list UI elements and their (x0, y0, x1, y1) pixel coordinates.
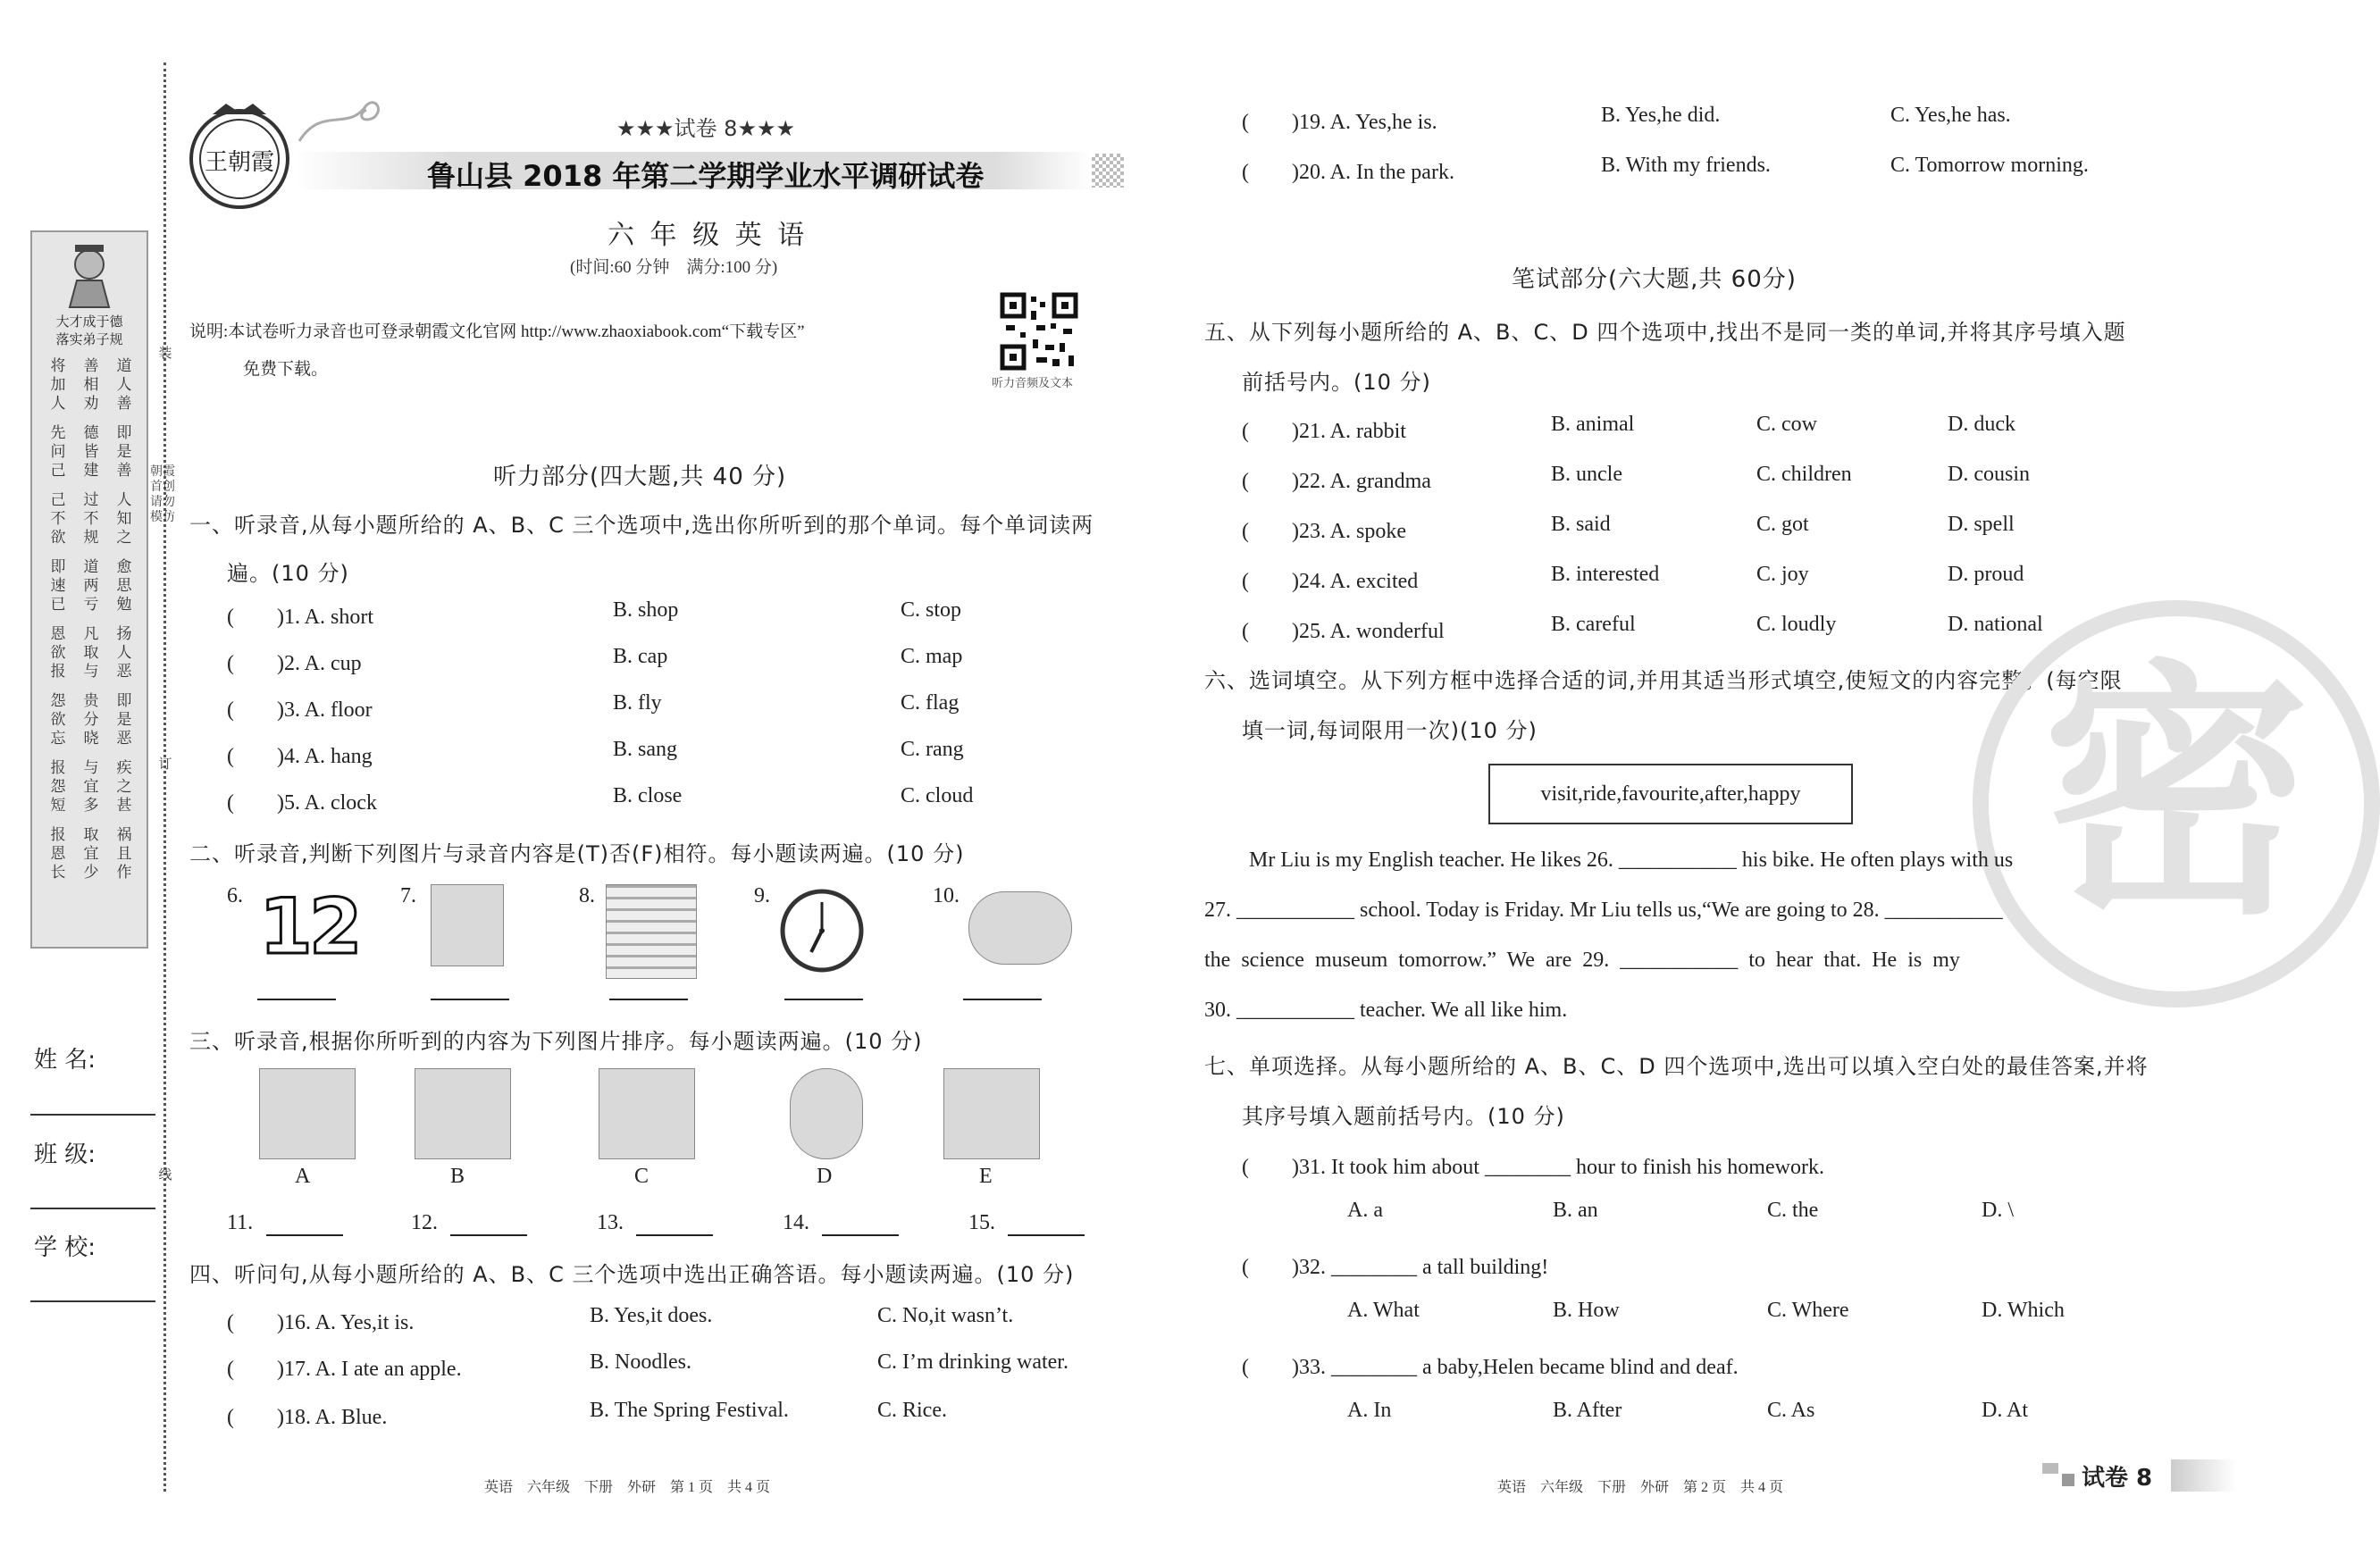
footer-deco-1 (2042, 1463, 2058, 1474)
verse-row (46, 625, 136, 644)
s5-item-22-c[interactable]: C. children (1756, 463, 1852, 486)
verse-char: 善 (116, 395, 132, 413)
s3-picture-reading-girl-icon (943, 1068, 1040, 1159)
s5-instruction-2: 前括号内。(10 分) (1242, 370, 1431, 395)
verse-row (46, 826, 136, 845)
verse-char: 与 (83, 759, 99, 777)
verse-char: 贵 (83, 692, 99, 710)
verse-char: 问 (50, 443, 66, 461)
s1-item-5-b[interactable]: B. close (613, 784, 683, 807)
checker-decoration (1092, 154, 1124, 188)
verse-row (46, 644, 136, 663)
s2-num-6: 6. (227, 884, 243, 907)
s5-item-24-c[interactable]: C. joy (1756, 563, 1809, 586)
s2-picture-clock-icon (779, 888, 865, 974)
verse-char: 勉 (116, 596, 132, 614)
s1-item-4-a[interactable]: ( )4. A. hang (227, 745, 373, 768)
verse-char: 两 (83, 577, 99, 595)
binding-dotted-line (163, 63, 166, 1492)
verse-char: 皆 (83, 443, 99, 461)
verse-char: 人 (116, 376, 132, 394)
s5-item-24-a[interactable]: ( )24. A. excited (1242, 570, 1419, 593)
verse-char: 且 (116, 845, 132, 863)
s2-num-8: 8. (579, 884, 595, 907)
verse-char: 与 (83, 663, 99, 681)
footer-right: 英语 六年级 下册 外研 第 2 页 共 4 页 (1497, 1480, 1784, 1495)
s3-instruction: 三、听录音,根据你所听到的内容为下列图片排序。每小题读两遍。(10 分) (189, 1029, 923, 1054)
svg-text:王朝霞: 王朝霞 (204, 149, 275, 176)
verse-char: 善 (83, 357, 99, 375)
s4-instruction: 四、听问句,从每小题所给的 A、B、C 三个选项中选出正确答语。每小题读两遍。(10 分) (189, 1262, 1075, 1287)
s5-item-25-a[interactable]: ( )25. A. wonderful (1242, 620, 1445, 643)
s2-answer-line-7[interactable] (431, 999, 509, 1000)
verse-char: 取 (83, 826, 99, 844)
footer-band (2171, 1459, 2236, 1492)
s4-item-16-b[interactable]: B. Yes,it does. (590, 1304, 713, 1327)
s7-item-33-option-d[interactable]: D. At (1982, 1399, 2029, 1422)
verse-char: 即 (116, 424, 132, 442)
paper-tag: ★★★试卷 8★★★ (616, 116, 795, 141)
verse-row (46, 357, 136, 376)
s2-answer-line-6[interactable] (257, 999, 336, 1000)
s1-item-4-c[interactable]: C. rang (901, 738, 964, 761)
s4-item-16-c[interactable]: C. No,it wasn’t. (877, 1304, 1014, 1327)
s1-item-3-a[interactable]: ( )3. A. floor (227, 698, 373, 722)
verse-row (46, 730, 136, 748)
s5-item-23-c[interactable]: C. got (1756, 513, 1809, 536)
qr-code-icon[interactable] (1001, 293, 1077, 370)
s3-num-13: 13. (597, 1211, 624, 1234)
s7-item-31-option-d[interactable]: D. \ (1982, 1199, 2014, 1222)
s3-picture-room-icon (415, 1068, 511, 1159)
verse-columns (46, 357, 136, 893)
verse-row (46, 510, 136, 529)
s5-item-21-b[interactable]: B. animal (1551, 413, 1635, 436)
verse-char: 短 (50, 797, 66, 815)
verse-char: 德 (83, 424, 99, 442)
verse-row (46, 778, 136, 797)
verse-char: 不 (50, 510, 66, 528)
verse-char: 人 (116, 644, 132, 662)
motto-badge (30, 230, 148, 949)
s7-instruction-1: 七、单项选择。从每小题所给的 A、B、C、D 四个选项中,选出可以填入空白处的最佳答案,并将 (1204, 1054, 2149, 1079)
s5-item-22-b[interactable]: B. uncle (1551, 463, 1622, 486)
s3-answer-line-13[interactable] (636, 1234, 713, 1236)
s4-item-18-c[interactable]: C. Rice. (877, 1399, 947, 1422)
verse-char: 多 (83, 797, 99, 815)
s5-item-22-d[interactable]: D. cousin (1948, 463, 2030, 486)
verse-char: 宜 (83, 778, 99, 796)
s3-letter-A: A (295, 1165, 311, 1188)
verse-char: 愈 (116, 558, 132, 576)
s7-item-32-option-a[interactable]: A. What (1347, 1299, 1420, 1322)
s3-answer-line-11[interactable] (266, 1234, 343, 1236)
s5-item-21-c[interactable]: C. cow (1756, 413, 1817, 436)
verse-char: 甚 (116, 797, 132, 815)
class-input-line[interactable] (30, 1208, 155, 1209)
s7-item-31-option-a[interactable]: A. a (1347, 1199, 1383, 1222)
verse-row (46, 864, 136, 882)
verse-char: 宜 (83, 845, 99, 863)
verse-char: 忘 (50, 730, 66, 748)
verse-char: 晓 (83, 730, 99, 748)
s4-item-20-a[interactable]: ( )20. A. In the park. (1242, 161, 1454, 184)
verse-char: 报 (50, 826, 66, 844)
footer-paper-tag: 试卷 8 (2082, 1465, 2153, 1492)
verse-char: 凡 (83, 625, 99, 643)
verse-char: 祸 (116, 826, 132, 844)
school-label: 学 校: (34, 1234, 96, 1261)
verse-char: 知 (116, 510, 132, 528)
verse-row (46, 797, 136, 815)
verse-row (46, 558, 136, 577)
exam-title: 鲁山县 2018 年第二学期学业水平调研试卷 (427, 159, 985, 193)
verse-char: 怨 (50, 778, 66, 796)
s4-item-18-a[interactable]: ( )18. A. Blue. (227, 1406, 388, 1429)
verse-char: 人 (116, 491, 132, 509)
verse-row (46, 529, 136, 548)
s5-item-24-b[interactable]: B. interested (1551, 563, 1660, 586)
verse-char: 已 (50, 596, 66, 614)
verse-char: 恶 (116, 730, 132, 748)
note-line-1: 说明:本试卷听力录音也可登录朝霞文化官网 http://www.zhaoxiabook.com“下载专区” (189, 322, 805, 341)
school-input-line[interactable] (30, 1300, 155, 1302)
verse-char: 己 (50, 491, 66, 509)
verse-char: 恩 (50, 845, 66, 863)
s1-item-2-a[interactable]: ( )2. A. cup (227, 652, 362, 675)
motto-text: 大才成于德 落实弟子规 (55, 314, 123, 347)
s3-answer-line-14[interactable] (822, 1234, 899, 1236)
verse-row (46, 845, 136, 864)
verse-char: 加 (50, 376, 66, 394)
verse-char: 亏 (83, 596, 99, 614)
s3-picture-hotdog-icon (790, 1068, 863, 1159)
verse-char: 己 (50, 462, 66, 480)
s4-item-19-a[interactable]: ( )19. A. Yes,he is. (1242, 111, 1437, 134)
s1-instruction-1: 一、听录音,从每小题所给的 A、B、C 三个选项中,选出你所听到的那个单词。每个单词读两 (189, 513, 1094, 538)
verse-row (46, 395, 136, 414)
verse-char: 速 (50, 577, 66, 595)
s3-picture-family-dinner-icon (599, 1068, 695, 1159)
s1-item-3-c[interactable]: C. flag (901, 691, 960, 715)
s6-instruction-2: 填一词,每词限用一次)(10 分) (1242, 718, 1538, 743)
s4-item-18-b[interactable]: B. The Spring Festival. (590, 1399, 789, 1422)
verse-char: 是 (116, 711, 132, 729)
verse-row (46, 491, 136, 510)
verse-char: 人 (50, 395, 66, 413)
s3-letter-E: E (979, 1165, 993, 1188)
secret-seal (1973, 600, 2380, 1007)
s4-item-20-c[interactable]: C. Tomorrow morning. (1890, 154, 2089, 177)
s4-item-17-a[interactable]: ( )17. A. I ate an apple. (227, 1358, 462, 1381)
s5-item-23-d[interactable]: D. spell (1948, 513, 2015, 536)
s3-num-12: 12. (411, 1211, 438, 1234)
verse-row (46, 759, 136, 778)
s4-item-17-c[interactable]: C. I’m drinking water. (877, 1350, 1068, 1374)
verse-char: 道 (116, 357, 132, 375)
s7-item-33-option-a[interactable]: A. In (1347, 1399, 1392, 1422)
verse-char: 疾 (116, 759, 132, 777)
s2-instruction: 二、听录音,判断下列图片与录音内容是(T)否(F)相符。每小题读两遍。(10 分) (189, 841, 965, 866)
s4-item-17-b[interactable]: B. Noodles. (590, 1350, 691, 1374)
s2-num-10: 10. (933, 884, 960, 907)
verse-char: 是 (116, 443, 132, 461)
verse-char: 少 (83, 864, 99, 882)
s1-item-2-b[interactable]: B. cap (613, 645, 668, 668)
word-box: visit,ride,favourite,after,happy (1488, 764, 1853, 824)
ribbon-decoration-icon (295, 96, 393, 150)
s5-item-24-d[interactable]: D. proud (1948, 563, 2024, 586)
passage-line-2: 27. ___________ school. Today is Friday. Mr Liu tells us,“We are going to 28. ___________ (1204, 899, 2003, 922)
s3-num-11: 11. (227, 1211, 254, 1234)
verse-char: 取 (83, 644, 99, 662)
s1-item-3-b[interactable]: B. fly (613, 691, 662, 715)
verse-row (46, 462, 136, 481)
s6-instruction-1: 六、选词填空。从下列方框中选择合适的词,并用其适当形式填空,使短文的内容完整。(每空限 (1204, 668, 2123, 693)
name-label: 姓 名: (34, 1047, 96, 1074)
verse-char: 报 (50, 759, 66, 777)
verse-char: 建 (83, 462, 99, 480)
verse-char: 先 (50, 424, 66, 442)
exam-time-info: (时间:60 分钟 满分:100 分) (570, 258, 778, 277)
seal-char-2: 订 (158, 756, 172, 772)
exam-subject: 六 年 级 英 语 (608, 220, 809, 251)
s7-item-33-option-c[interactable]: C. As (1767, 1399, 1815, 1422)
writing-title: 笔试部分(六大题,共 60分) (1512, 266, 1797, 293)
seal-char-3: 线 (158, 1166, 172, 1183)
s2-answer-line-10[interactable] (963, 999, 1042, 1000)
verse-char: 劝 (83, 395, 99, 413)
verse-char: 相 (83, 376, 99, 394)
verse-char: 将 (50, 357, 66, 375)
verse-char: 分 (83, 711, 99, 729)
qr-caption: 听力音频及文本 (992, 377, 1074, 390)
verse-char: 不 (83, 510, 99, 528)
s3-answer-line-12[interactable] (450, 1234, 527, 1236)
s5-item-25-b[interactable]: B. careful (1551, 613, 1636, 636)
verse-char: 即 (116, 692, 132, 710)
s5-item-23-b[interactable]: B. said (1551, 513, 1611, 536)
s2-picture-shop-icon (606, 884, 697, 979)
s3-letter-D: D (817, 1165, 833, 1188)
s3-answer-line-15[interactable] (1008, 1234, 1085, 1236)
s1-item-1-c[interactable]: C. stop (901, 598, 962, 622)
s3-num-15: 15. (968, 1211, 995, 1234)
footer-deco-2 (2062, 1474, 2074, 1486)
passage-line-1: Mr Liu is my English teacher. He likes 26. ___________ his bike. He often plays with us (1249, 849, 2014, 872)
s1-item-1-a[interactable]: ( )1. A. short (227, 606, 373, 629)
verse-char: 恶 (116, 663, 132, 681)
s7-item-31-option-c[interactable]: C. the (1767, 1199, 1819, 1222)
s4-item-19-b[interactable]: B. Yes,he did. (1601, 104, 1721, 127)
s7-item-33-option-b[interactable]: B. After (1553, 1399, 1622, 1422)
s5-item-25-c[interactable]: C. loudly (1756, 613, 1837, 636)
secret-seal-char: 密 (2042, 639, 2310, 950)
s2-picture-football-icon (968, 891, 1072, 965)
note-line-2: 免费下载。 (243, 360, 329, 379)
s2-picture-mountain-icon (431, 884, 504, 966)
s1-item-5-a[interactable]: ( )5. A. clock (227, 791, 377, 815)
s7-item-32-option-b[interactable]: B. How (1553, 1299, 1620, 1322)
s4-item-20-b[interactable]: B. With my friends. (1601, 154, 1771, 177)
verse-char: 作 (116, 864, 132, 882)
verse-row (46, 424, 136, 443)
s7-instruction-2: 其序号填入题前括号内。(10 分) (1242, 1104, 1565, 1129)
verse-char: 怨 (50, 692, 66, 710)
verse-char: 道 (83, 558, 99, 576)
s7-item-31-question[interactable]: ( )31. It took him about ________ hour to finish his homework. (1242, 1156, 1824, 1179)
s5-item-25-d[interactable]: D. national (1948, 613, 2043, 636)
s7-item-32-option-c[interactable]: C. Where (1767, 1299, 1849, 1322)
s7-item-32-question[interactable]: ( )32. ________ a tall building! (1242, 1256, 1549, 1279)
verse-char: 欲 (50, 711, 66, 729)
verse-char: 规 (83, 529, 99, 547)
s1-item-4-b[interactable]: B. sang (613, 738, 677, 761)
verse-char: 扬 (116, 625, 132, 643)
s5-item-21-d[interactable]: D. duck (1948, 413, 2015, 436)
scholar-figure-icon (63, 241, 116, 309)
verse-char: 之 (116, 529, 132, 547)
name-input-line[interactable] (30, 1114, 155, 1116)
s4-item-16-a[interactable]: ( )16. A. Yes,it is. (227, 1311, 415, 1334)
passage-line-4: 30. ___________ teacher. We all like him. (1204, 999, 1568, 1022)
s5-item-22-a[interactable]: ( )22. A. grandma (1242, 470, 1431, 493)
s1-item-2-c[interactable]: C. map (901, 645, 963, 668)
verse-row (46, 663, 136, 681)
copyright-note: 朝霞首创 请勿模仿 (150, 464, 175, 524)
s3-picture-people-icon (259, 1068, 356, 1159)
seal-char-1: 装 (158, 345, 172, 361)
verse-char: 欲 (50, 644, 66, 662)
s7-item-33-question[interactable]: ( )33. ________ a baby,Helen became blind and deaf. (1242, 1356, 1739, 1379)
s2-answer-line-9[interactable] (784, 999, 863, 1000)
verse-row (46, 376, 136, 395)
verse-char: 即 (50, 558, 66, 576)
class-label: 班 级: (34, 1141, 96, 1168)
passage-line-3: the science museum tomorrow.” We are 29. ___________ to hear that. He is my (1204, 949, 1960, 972)
verse-char: 欲 (50, 529, 66, 547)
verse-char: 长 (50, 864, 66, 882)
verse-row (46, 443, 136, 462)
s2-num-7: 7. (400, 884, 416, 907)
s4-item-19-c[interactable]: C. Yes,he has. (1890, 104, 2011, 127)
verse-char: 之 (116, 778, 132, 796)
s1-item-1-b[interactable]: B. shop (613, 598, 679, 622)
s2-picture-number-12: 12 (259, 882, 359, 972)
s7-item-31-option-b[interactable]: B. an (1553, 1199, 1598, 1222)
footer-left: 英语 六年级 下册 外研 第 1 页 共 4 页 (484, 1480, 771, 1495)
s7-item-32-option-d[interactable]: D. Which (1982, 1299, 2065, 1322)
verse-char: 报 (50, 663, 66, 681)
verse-char: 恩 (50, 625, 66, 643)
s1-instruction-2: 遍。(10 分) (227, 561, 349, 586)
publisher-logo-icon (177, 96, 302, 213)
s2-answer-line-8[interactable] (609, 999, 688, 1000)
verse-char: 过 (83, 491, 99, 509)
listening-title: 听力部分(四大题,共 40 分) (493, 464, 787, 490)
s3-letter-C: C (634, 1165, 649, 1188)
verse-row (46, 692, 136, 711)
s5-item-21-a[interactable]: ( )21. A. rabbit (1242, 420, 1406, 443)
s1-item-5-c[interactable]: C. cloud (901, 784, 974, 807)
verse-char: 思 (116, 577, 132, 595)
verse-row (46, 577, 136, 596)
verse-row (46, 711, 136, 730)
s2-num-9: 9. (754, 884, 770, 907)
s3-num-14: 14. (783, 1211, 809, 1234)
s5-instruction-1: 五、从下列每小题所给的 A、B、C、D 四个选项中,找出不是同一类的单词,并将其序号填入题 (1204, 320, 2126, 345)
verse-char: 善 (116, 462, 132, 480)
s5-item-23-a[interactable]: ( )23. A. spoke (1242, 520, 1406, 543)
s3-letter-B: B (450, 1165, 465, 1188)
verse-row (46, 596, 136, 614)
